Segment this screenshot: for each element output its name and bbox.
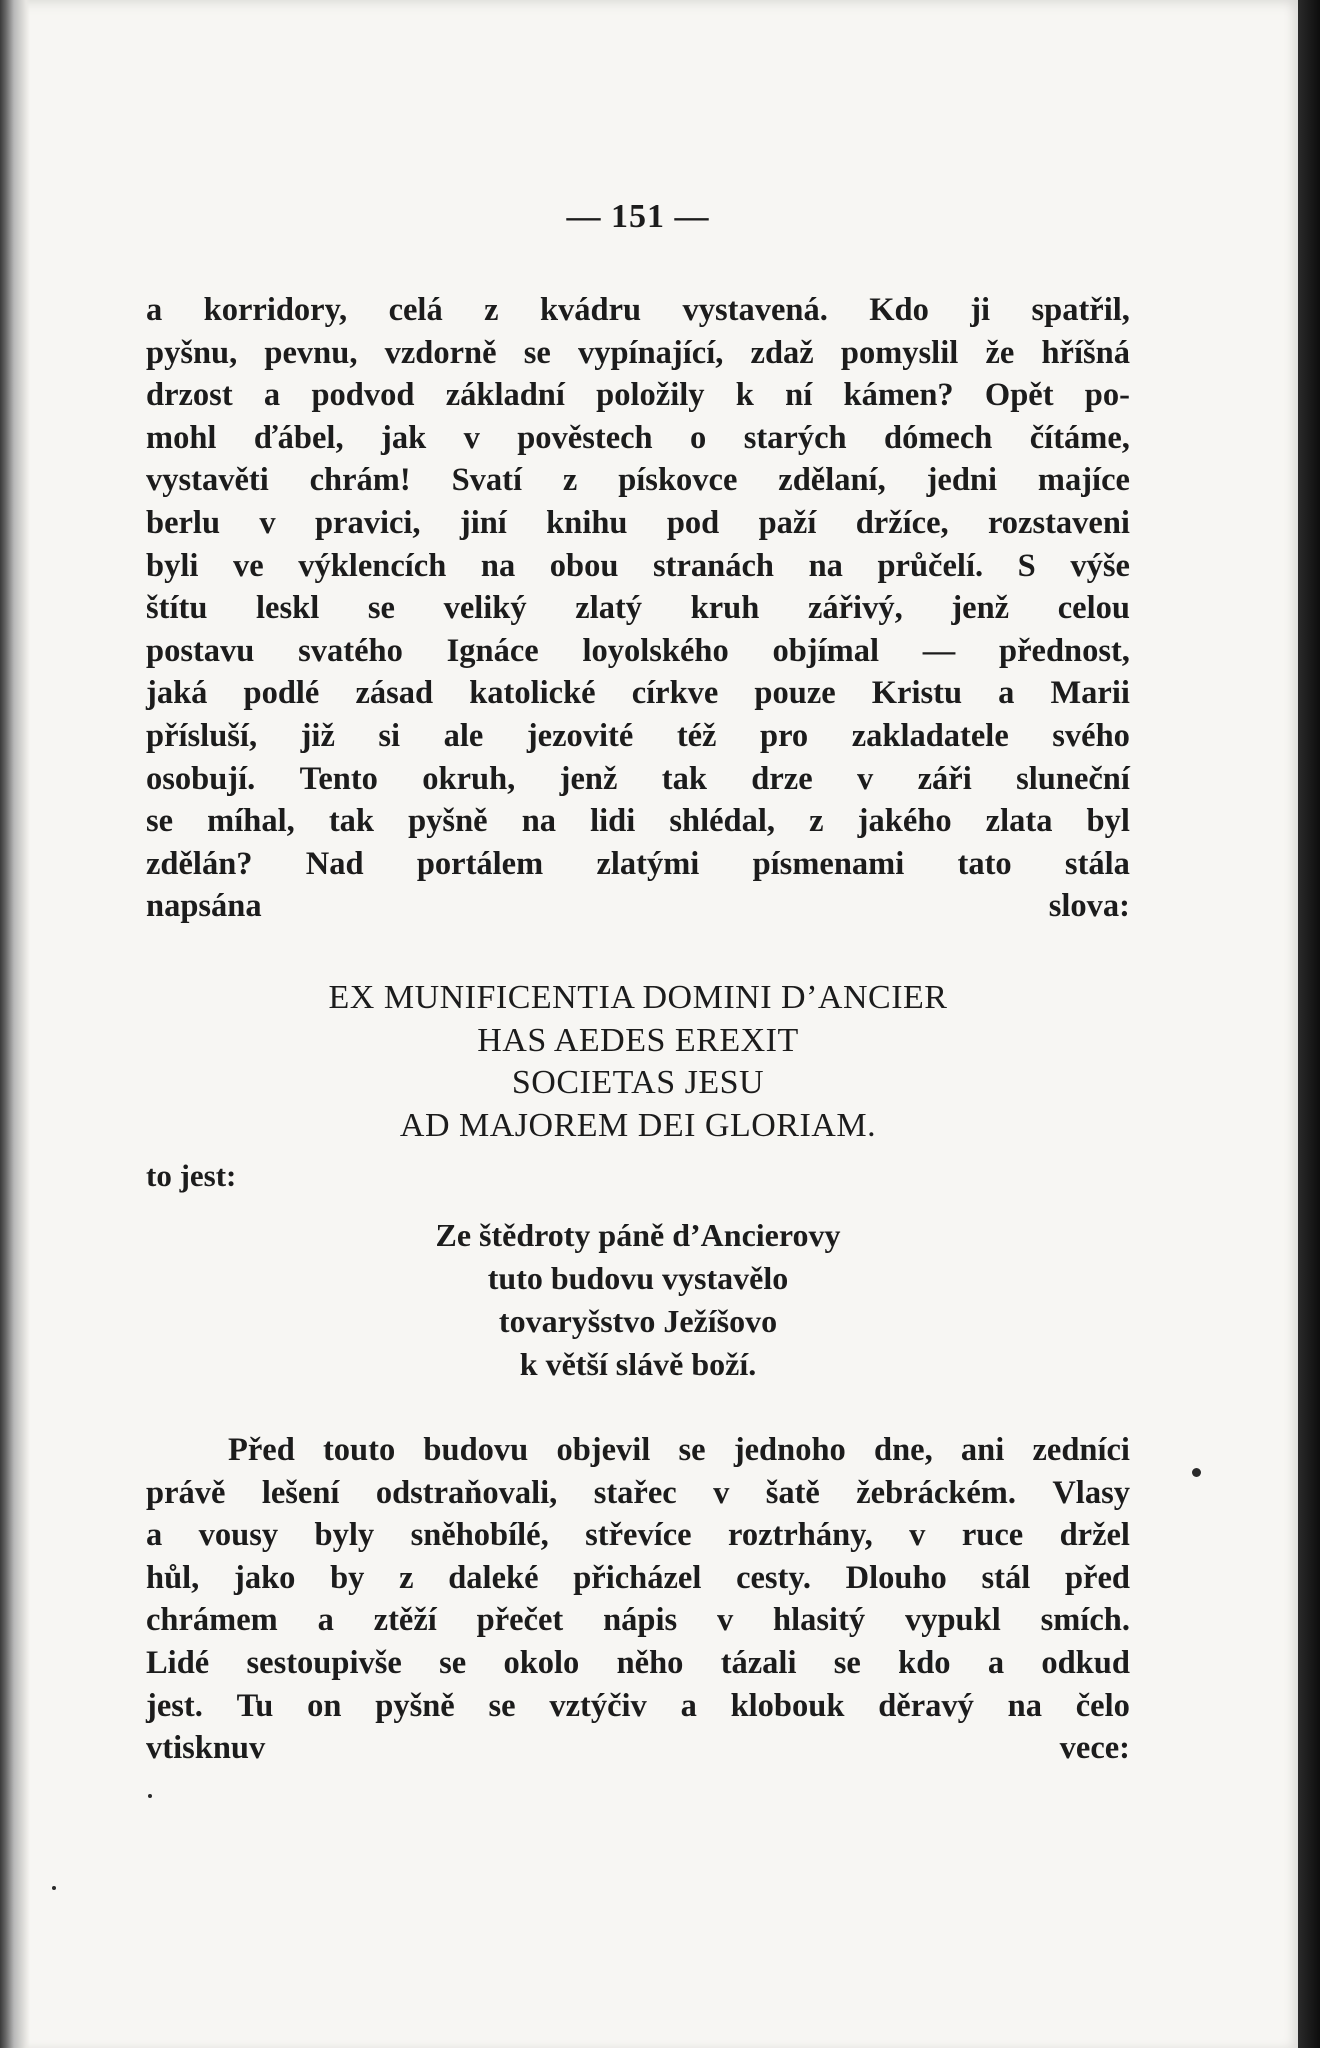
word: o	[690, 419, 707, 456]
scan-speck	[52, 1886, 56, 1890]
word: kdo	[898, 1644, 951, 1681]
latin-inscription	[146, 977, 1130, 1147]
word: děravý	[878, 1687, 974, 1724]
word: vypínající,	[577, 334, 724, 371]
word: z	[484, 292, 499, 328]
text-line	[146, 1514, 1130, 1557]
scan-speck	[148, 1794, 152, 1798]
word: chrámem	[146, 1602, 278, 1639]
text-line	[146, 289, 1130, 332]
word: majíce	[1037, 462, 1130, 499]
word: jednoho	[733, 1432, 846, 1468]
word: zakladatele	[851, 717, 1009, 754]
word: drzost	[146, 377, 233, 414]
word: zlatými	[596, 845, 700, 882]
word: se	[439, 1644, 467, 1681]
word: nápis	[603, 1602, 678, 1639]
text-line	[146, 1685, 1130, 1728]
word: celou	[1057, 590, 1130, 627]
text-line	[146, 1557, 1130, 1600]
text-line-content: vtisknuv vece:	[146, 1730, 1130, 1767]
word: okolo	[503, 1644, 580, 1681]
text-line	[146, 374, 1130, 417]
word: Lidé	[146, 1644, 210, 1681]
word: zedníci	[1032, 1432, 1130, 1468]
word: se	[367, 590, 395, 627]
word: podlé	[243, 675, 320, 712]
word: se	[678, 1432, 706, 1468]
word: mohl	[146, 419, 217, 456]
word: Tu	[236, 1687, 274, 1724]
word: obou	[549, 547, 619, 584]
text-line	[146, 630, 1130, 673]
word: ale	[443, 717, 484, 754]
text-line	[146, 332, 1130, 375]
word: čelo	[1075, 1687, 1130, 1724]
word: kruh	[690, 590, 760, 627]
word: na	[480, 547, 516, 584]
word: vztýčiv	[549, 1687, 647, 1724]
word: celá	[388, 292, 443, 328]
word: pískovce	[618, 462, 738, 499]
word: byly	[314, 1517, 375, 1554]
word: veliký	[443, 590, 527, 627]
word: drze	[751, 760, 813, 797]
text-line	[146, 1727, 1130, 1770]
word: církve	[631, 675, 719, 712]
word: v	[857, 760, 874, 797]
word: výklencích	[298, 547, 447, 584]
word: Před	[228, 1432, 295, 1468]
word: jakého	[857, 803, 952, 840]
text-line	[146, 1599, 1130, 1642]
text-line	[146, 587, 1130, 630]
word: se	[833, 1644, 861, 1681]
word: vystavěti	[146, 462, 269, 499]
text-line	[146, 1472, 1130, 1515]
word: jest.	[146, 1687, 203, 1724]
word: ve	[232, 547, 264, 584]
translation-line: k větší slávě boží.	[519, 1346, 757, 1382]
word: jenž	[951, 590, 1010, 627]
word: přísluší,	[146, 717, 258, 754]
word: kvádru	[539, 292, 642, 328]
word: tak	[661, 760, 707, 797]
word: svého	[1052, 717, 1130, 754]
word: Vlasy	[1052, 1474, 1130, 1511]
word: lidi	[590, 803, 636, 840]
word: Kristu	[871, 675, 963, 712]
word: Marii	[1050, 675, 1130, 712]
word: zdělaní,	[778, 462, 886, 499]
word: průčelí.	[877, 547, 984, 584]
word: stranách	[653, 547, 774, 584]
paragraph-1	[146, 289, 1130, 928]
text-line	[146, 1642, 1130, 1685]
word: knihu	[546, 504, 628, 541]
word: starých	[743, 419, 847, 456]
word: pro	[760, 717, 809, 754]
word: z	[562, 462, 578, 499]
to-jest-label: to jest:	[146, 1158, 237, 1193]
word: odstraňovali,	[375, 1474, 558, 1511]
word: střevíce	[585, 1517, 692, 1554]
word: —	[922, 632, 956, 669]
word: pomyslil	[840, 334, 959, 371]
word: shlédal,	[669, 803, 776, 840]
word: vypukl	[904, 1602, 1001, 1639]
word: ztěží	[373, 1602, 437, 1639]
word: a	[146, 292, 163, 328]
word: pouze	[754, 675, 836, 712]
word: pravici,	[314, 504, 421, 541]
word: v	[909, 1517, 926, 1554]
word: lešení	[261, 1474, 340, 1511]
word: okruh,	[422, 760, 516, 797]
word: jedni	[926, 462, 998, 499]
text-line	[146, 885, 1130, 928]
word: něho	[616, 1644, 684, 1681]
word: čítáme,	[1029, 419, 1130, 456]
page-edge-shadow	[1298, 0, 1320, 2048]
word: S	[1017, 547, 1036, 584]
text-line	[146, 800, 1130, 843]
word: již	[300, 717, 335, 754]
word: objímal	[772, 632, 880, 669]
word: byl	[1086, 803, 1130, 840]
word: podvod	[311, 377, 415, 414]
text-line	[146, 715, 1130, 758]
translation-line: tuto budovu vystavělo	[487, 1260, 789, 1296]
word: v	[463, 419, 480, 456]
word: Tento	[299, 760, 378, 797]
translation-line: tovaryšstvo Ježíšovo	[498, 1303, 778, 1339]
word: Dlouho	[845, 1559, 947, 1596]
word: stála	[1064, 845, 1130, 882]
text-line	[146, 502, 1130, 545]
word: držel	[1059, 1517, 1130, 1554]
word: osobují.	[146, 760, 256, 797]
word: tato	[957, 845, 1012, 882]
text-line	[146, 672, 1130, 715]
word: by	[330, 1559, 365, 1596]
word: hříšná	[1041, 334, 1130, 371]
word: on	[307, 1687, 342, 1724]
word: přednost,	[999, 632, 1130, 669]
word: se	[488, 1687, 516, 1724]
paragraph-2	[146, 1429, 1130, 1770]
word: svatého	[298, 632, 403, 669]
word: z	[399, 1559, 414, 1596]
word: a	[998, 675, 1015, 712]
word: zásad	[355, 675, 434, 712]
word: přečet	[476, 1602, 564, 1639]
word: objevil	[556, 1432, 651, 1468]
word: písmenami	[752, 845, 905, 882]
word: šatě	[765, 1474, 820, 1511]
word: katolické	[469, 675, 596, 712]
word: míhal,	[207, 803, 295, 840]
word: zlatý	[575, 590, 643, 627]
word: v	[259, 504, 276, 541]
word: pověstech	[517, 419, 653, 456]
text-line	[146, 843, 1130, 886]
word: tázali	[720, 1644, 797, 1681]
word: pyšnu,	[146, 334, 238, 371]
word: sluneční	[1016, 760, 1130, 797]
word: byli	[146, 547, 199, 584]
word: vzdorně	[384, 334, 497, 371]
word: a	[317, 1602, 334, 1639]
word: stařec	[593, 1474, 677, 1511]
book-spine	[0, 0, 30, 2048]
text-line	[146, 758, 1130, 801]
word: na	[521, 803, 557, 840]
word: a	[146, 1517, 163, 1554]
word: hlasitý	[773, 1602, 866, 1639]
word: jak	[381, 419, 427, 456]
word: jaká	[146, 675, 208, 712]
word: zdělán?	[146, 845, 253, 882]
inscription-line: EX MUNIFICENTIA DOMINI D’ANCIER	[328, 979, 948, 1016]
word: chrám!	[309, 462, 411, 499]
word: ní	[785, 377, 813, 414]
word: též	[676, 717, 717, 754]
word: vystavená.	[682, 292, 828, 328]
word: zářivý,	[807, 590, 903, 627]
word: v	[716, 1602, 734, 1639]
word: Kdo	[869, 292, 929, 328]
scan-speck	[1192, 1468, 1201, 1477]
word: základní	[445, 377, 565, 414]
word: zdaž	[750, 334, 814, 371]
word: berlu	[146, 504, 221, 541]
word: jako	[234, 1559, 296, 1596]
word: držíce,	[855, 504, 949, 541]
word: postavu	[146, 632, 255, 669]
word: paží	[758, 504, 817, 541]
czech-translation	[146, 1214, 1130, 1386]
word: leskl	[256, 590, 320, 627]
word: pyšně	[408, 803, 488, 840]
word: právě	[146, 1474, 226, 1511]
word: touto	[322, 1432, 396, 1468]
word: loyolského	[582, 632, 729, 669]
word: portálem	[416, 845, 544, 882]
word: si	[378, 717, 401, 754]
word: na	[1007, 1687, 1042, 1724]
word: jiní	[459, 504, 507, 541]
word: cesty.	[736, 1559, 811, 1596]
word: pod	[666, 504, 720, 541]
word: ruce	[961, 1517, 1024, 1554]
word: položily	[596, 377, 705, 414]
word: sestoupivše	[246, 1644, 402, 1681]
word: v	[713, 1474, 730, 1511]
word: přicházel	[573, 1559, 702, 1596]
word: Ignáce	[446, 632, 539, 669]
word: štítu	[146, 590, 208, 627]
text-line	[146, 545, 1130, 588]
translation-line: Ze štědroty páně d’Ancierovy	[435, 1217, 841, 1253]
word: ji	[970, 292, 991, 328]
word: vousy	[198, 1517, 279, 1554]
word: k	[735, 377, 754, 414]
word: a	[987, 1644, 1005, 1681]
word: zlata	[985, 803, 1053, 840]
word: daleké	[448, 1559, 539, 1596]
word: dne,	[874, 1432, 933, 1468]
word: ďábel,	[253, 419, 344, 456]
inscription-line: SOCIETAS JESU	[511, 1064, 765, 1101]
word: ani	[960, 1432, 1005, 1468]
word: tak	[328, 803, 375, 840]
word: hůl,	[146, 1559, 200, 1596]
word: pyšně	[375, 1687, 455, 1724]
inscription-line: AD MAJOREM DEI GLORIAM.	[399, 1106, 877, 1144]
word: sněhobílé,	[410, 1517, 549, 1554]
word: pevnu,	[264, 334, 358, 371]
word: Opět	[984, 377, 1054, 414]
word: se	[146, 803, 174, 840]
word: a	[263, 377, 281, 414]
word: odkud	[1041, 1644, 1130, 1681]
word: rozstaveni	[987, 504, 1130, 541]
word: před	[1064, 1559, 1130, 1596]
word: se	[523, 334, 551, 371]
word: po-	[1084, 377, 1130, 414]
text-line	[146, 459, 1130, 502]
inscription-line: HAS AEDES EREXIT	[477, 1021, 799, 1059]
word: stál	[981, 1559, 1031, 1596]
text-line	[146, 1429, 1130, 1472]
word: žebráckém.	[856, 1474, 1016, 1511]
word: Nad	[305, 845, 364, 882]
word: záři	[917, 760, 972, 797]
text-line	[146, 417, 1130, 460]
word: Svatí	[451, 462, 523, 499]
word: roztrhány,	[728, 1517, 873, 1554]
word: kámen?	[843, 377, 954, 414]
word: spatřil,	[1031, 292, 1130, 328]
word: na	[808, 547, 843, 584]
word: jenž	[559, 760, 618, 797]
word: budovu	[423, 1432, 529, 1468]
word: z	[809, 803, 824, 840]
page-number: — 151 —	[566, 198, 710, 235]
word: korridory,	[203, 292, 348, 328]
word: a	[680, 1687, 697, 1724]
text-line-content: napsána slova:	[146, 888, 1130, 925]
word: jezovité	[526, 717, 634, 754]
word: klobouk	[730, 1687, 845, 1724]
word: výše	[1070, 547, 1130, 584]
word: smích.	[1040, 1602, 1130, 1639]
word: že	[985, 334, 1015, 371]
word: dómech	[884, 419, 993, 456]
